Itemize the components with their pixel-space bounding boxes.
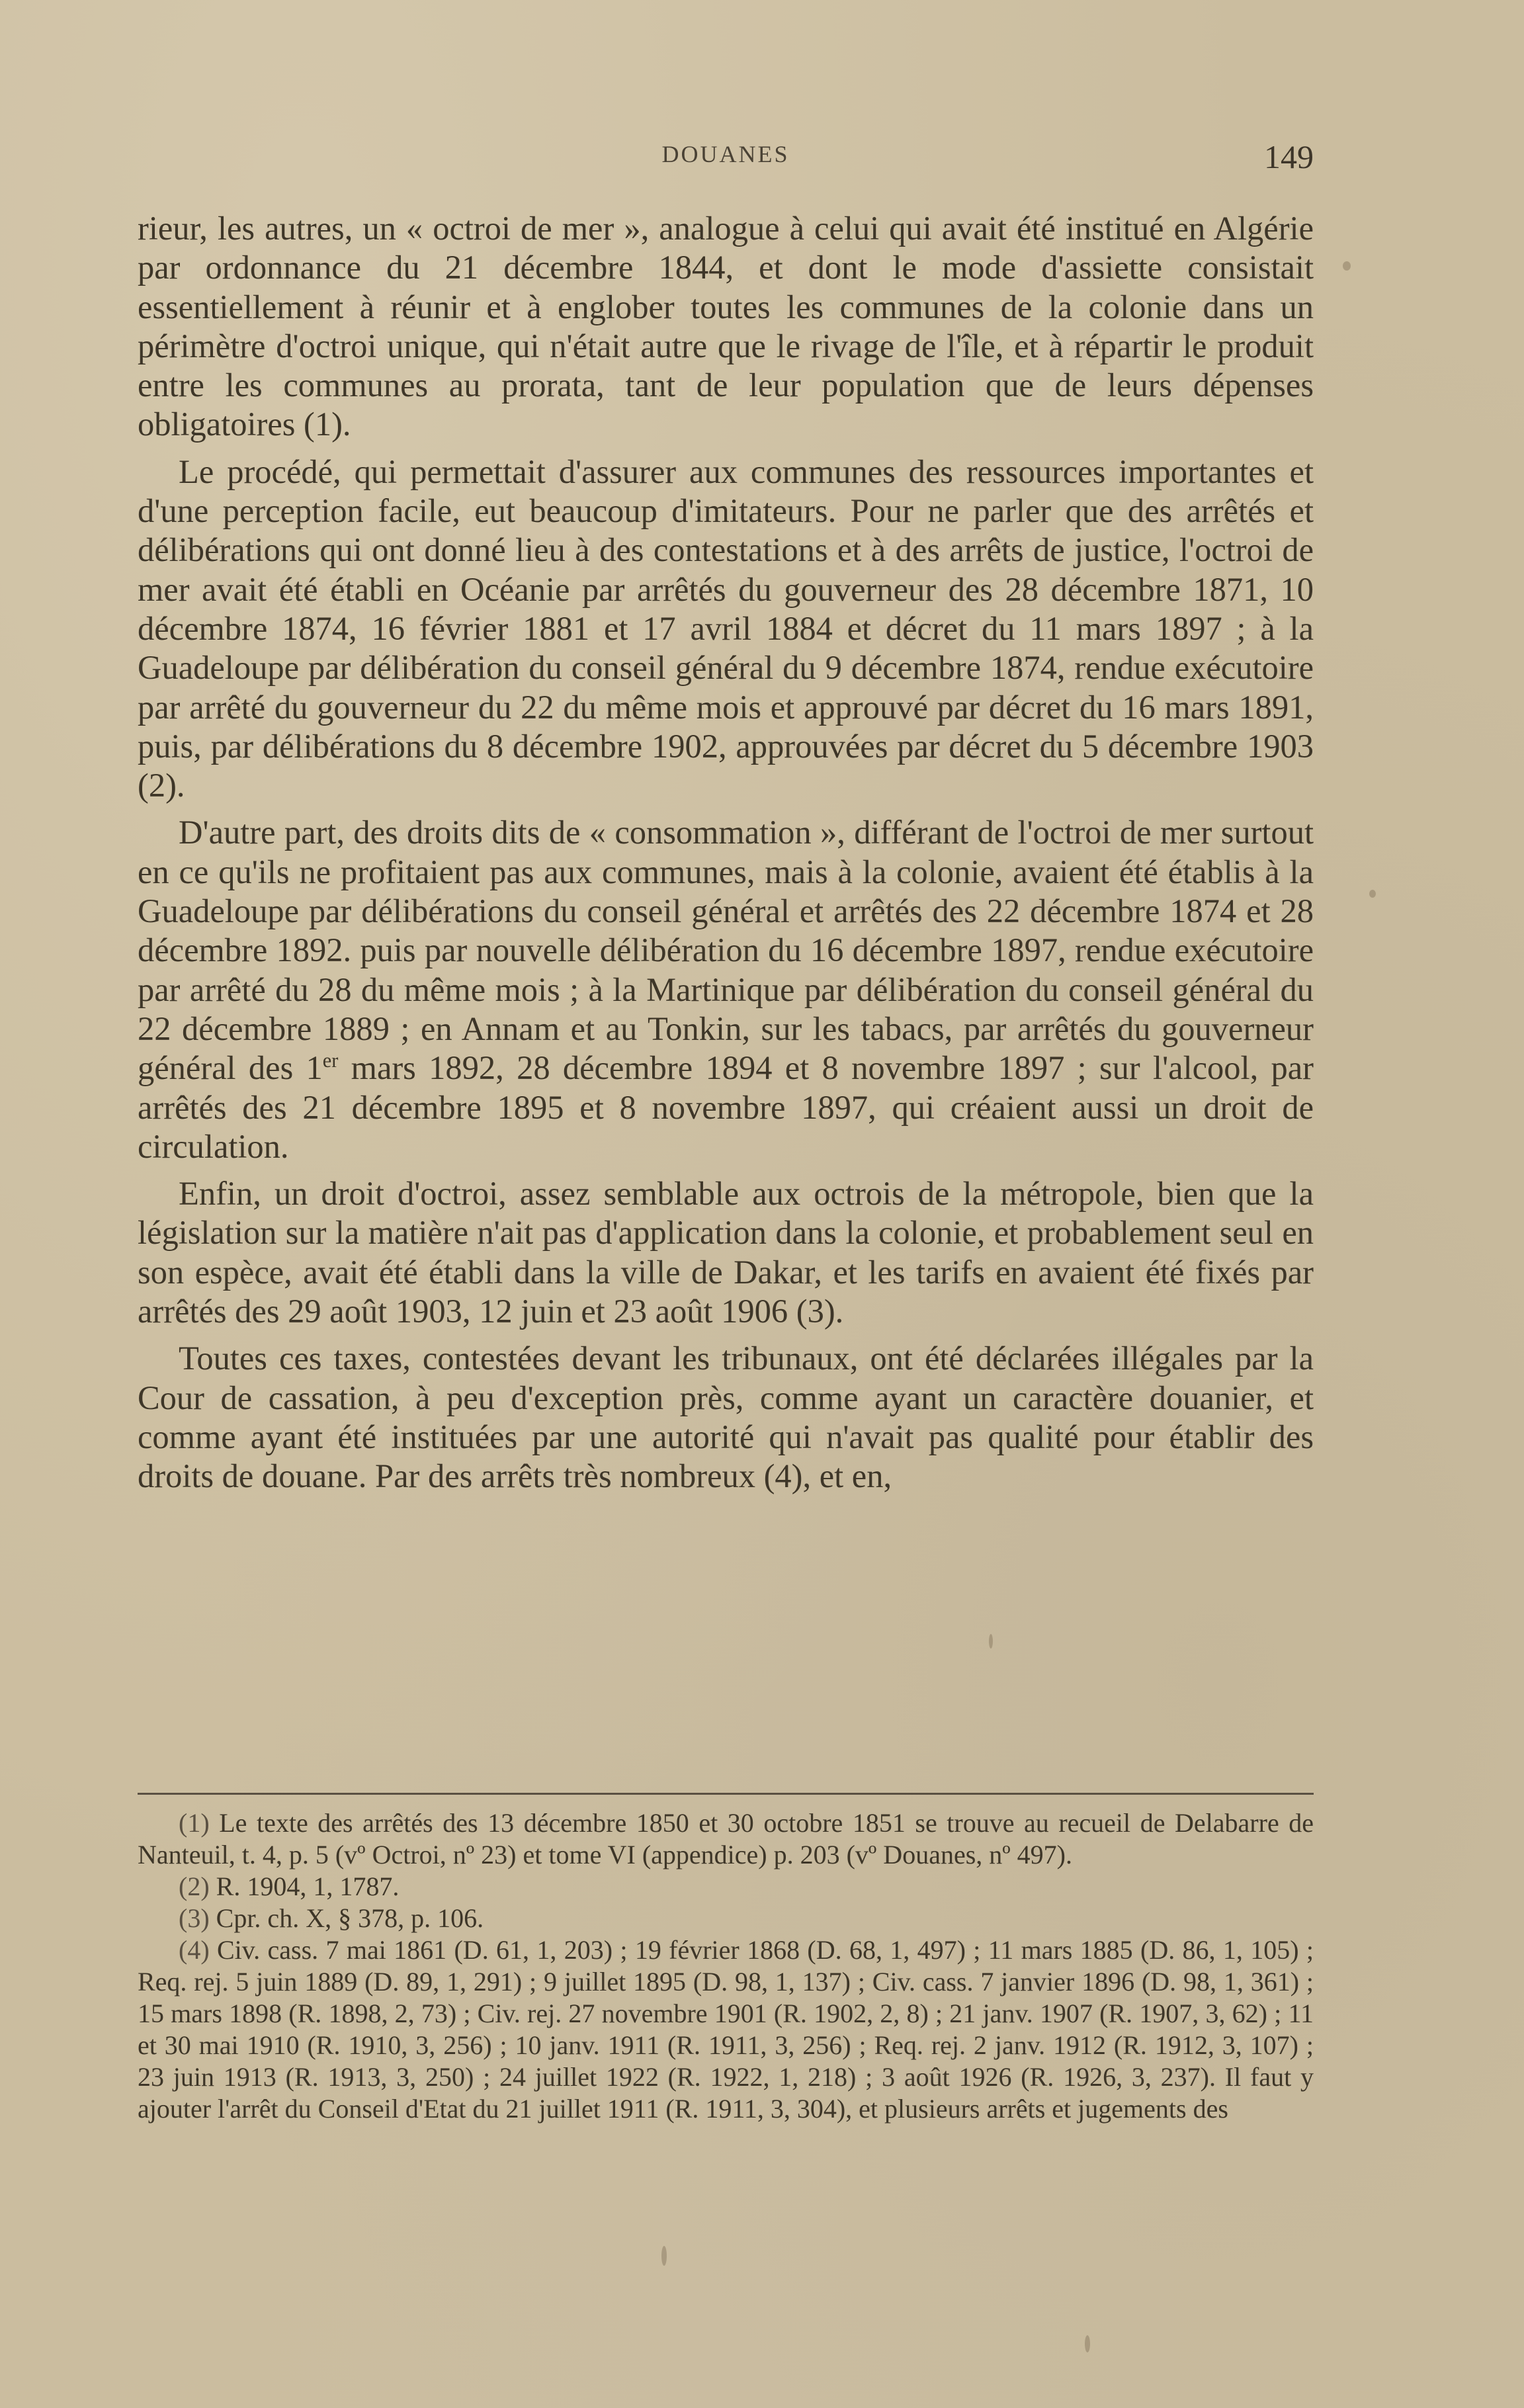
running-head <box>138 138 1314 175</box>
footnote-mark: (2) <box>179 1871 210 1901</box>
footnote-divider <box>138 1793 1314 1795</box>
paragraph-octroi-dakar: Enfin, un droit d'octroi, assez semblable aux octrois de la métropole, bien que la législation sur la matière n'ait pas d'application dans la colonie, et probablement seul en son espèce, avait été établi dans la ville de Dakar, et les tarifs en avaient été fixés par arrêtés des 29 août 1903, 12 juin et 23 août 1906 (3). <box>138 1175 1314 1330</box>
paper-speck <box>661 2246 667 2266</box>
footnote-mark: (3) <box>179 1903 210 1933</box>
footnote-4 <box>138 1934 1314 2125</box>
body-text <box>138 209 1314 1496</box>
footnote-3 <box>138 1903 1314 1934</box>
paragraph-text-before: D'autre part, des droits dits de « consommation », différant de l'octroi de mer surtout en ce qu'ils ne profitaient pas aux communes, mais à la colonie, avaient été établis à la Guadeloupe par délibérations du conseil général et arrêtés des 22 décembre 1874 et 28 décembre 1892. puis par nouvelle délibération du 16 décembre 1897, rendue exécutoire par arrêté du 28 du même mois ; à la Martinique par délibération du conseil général du 22 décembre 1889 ; en Annam et au Tonkin, sur les tabacs, par arrêtés du gouverneur général des 1 <box>138 814 1314 1087</box>
running-title: DOUANES <box>661 141 790 167</box>
footnotes <box>138 1807 1314 2125</box>
paragraph-octroi-imitations: Le procédé, qui permettait d'assurer aux communes des ressources importantes et d'une perception facile, eut beaucoup d'imitateurs. Pour ne parler que des arrêtés et délibérations qui ont donné lieu à des contestations et à des arrêts de justice, l'octroi de mer avait été établi en Océanie par arrêtés du gouverneur des 28 décembre 1871, 10 décembre 1874, 16 février 1881 et 17 avril 1884 et décret du 11 mars 1897 ; à la Guadeloupe par délibération du conseil général du 9 décembre 1874, rendue exécutoire par arrêté du gouverneur du 22 du même mois et approuvé par décret du 16 mars 1891, puis, par délibérations du 8 décembre 1902, approuvées par décret du 5 décembre 1903 (2). <box>138 452 1314 804</box>
paragraph-text-after: mars 1892, 28 décembre 1894 et 8 novembre 1897 ; sur l'alcool, par arrêtés des 21 décembre 1895 et 8 novembre 1897, qui créaient aussi un droit de circulation. <box>138 1049 1314 1165</box>
footnote-mark: (1) <box>179 1808 210 1838</box>
footnote-1 <box>138 1807 1314 1871</box>
paper-speck <box>1343 261 1351 271</box>
footnote-text: R. 1904, 1, 1787. <box>216 1871 400 1901</box>
footnote-mark: (4) <box>179 1935 210 1965</box>
page-number: 149 <box>1264 138 1314 175</box>
paper-speck <box>1369 890 1376 898</box>
paragraph-taxes-illegales: Toutes ces taxes, contestées devant les tribunaux, ont été déclarées illégales par la Cour de cassation, à peu d'exception près, comme ayant un caractère douanier, et comme ayant été instituées par une autorité qui n'avait pas qualité pour établir des droits de douane. Par des arrêts très nombreux (4), et en, <box>138 1340 1314 1495</box>
paragraph-droits-consommation <box>138 813 1314 1166</box>
paragraph-continuation: rieur, les autres, un « octroi de mer », analogue à celui qui avait été institué en Algérie par ordonnance du 21 décembre 1844, et dont le mode d'assiette consistait essentiellement à réunir et à englober toutes les communes de la colonie dans un périmètre d'octroi unique, qui n'était autre que le rivage de l'île, et à répartir le produit entre les communes au prorata, tant de leur population que de leurs dépenses obligatoires (1). <box>138 210 1314 443</box>
superscript-er: er <box>322 1049 339 1072</box>
footnote-text: Civ. cass. 7 mai 1861 (D. 61, 1, 203) ; 19 février 1868 (D. 68, 1, 497) ; 11 mars 1885 (D. 86, 1, 105) ; Req. rej. 5 juin 1889 (D. 89, 1, 291) ; 9 juillet 1895 (D. 98, 1, 137) ; Civ. cass. 7 janvier 1896 (D. 98, 1, 361) ; 15 mars 1898 (R. 1898, 2, 73) ; Civ. rej. 27 novembre 1901 (R. 1902, 2, 8) ; 21 janv. 1907 (R. 1907, 3, 62) ; 11 et 30 mai 1910 (R. 1910, 3, 256) ; 10 janv. 1911 (R. 1911, 3, 256) ; Req. rej. 2 janv. 1912 (R. 1912, 3, 107) ; 23 juin 1913 (R. 1913, 3, 250) ; 24 juillet 1922 (R. 1922, 1, 218) ; 3 août 1926 (R. 1926, 3, 237). Il faut y ajouter l'arrêt du Conseil d'Etat du 21 juillet 1911 (R. 1911, 3, 304), et plusieurs arrêts et jugements des <box>138 1935 1314 2124</box>
footnote-text: Le texte des arrêtés des 13 décembre 1850 et 30 octobre 1851 se trouve au recueil de Delabarre de Nanteuil, t. 4, p. 5 (vº Octroi, nº 23) et tome VI (appendice) p. 203 (vº Douanes, nº 497). <box>138 1808 1314 1870</box>
footnote-2 <box>138 1871 1314 1903</box>
footnote-text: Cpr. ch. X, § 378, p. 106. <box>216 1903 484 1933</box>
paper-speck <box>1085 2335 1090 2352</box>
paper-speck <box>989 1634 993 1649</box>
